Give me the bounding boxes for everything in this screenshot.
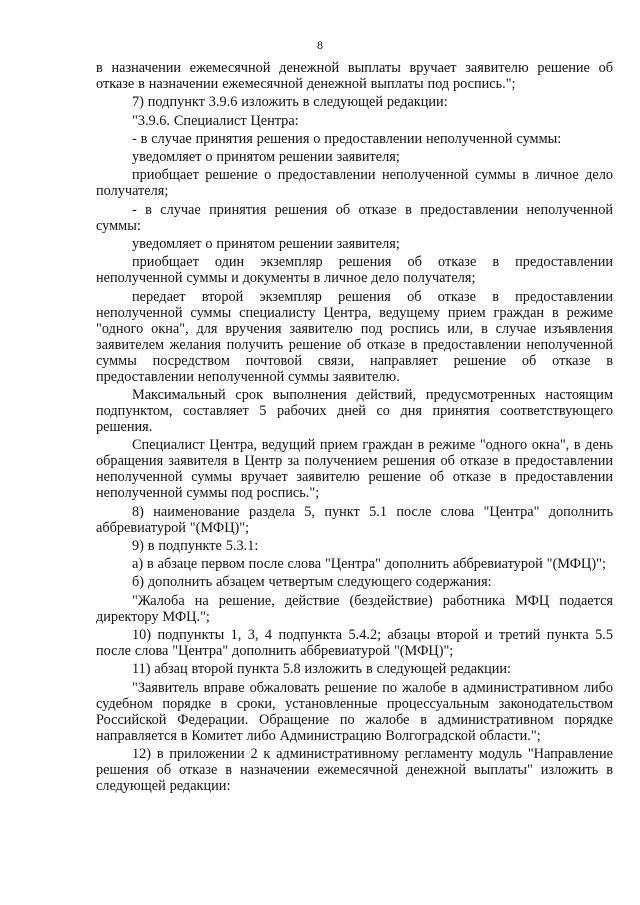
paragraph: "Заявитель вправе обжаловать решение по жалобе в административном либо судебном порядке в сроки, установленные процессуальным законодательством Российской Федерации. Обращение по жалобе в административном порядке направляется в Комитет либо Администрацию Волгоградской области."; bbox=[96, 679, 613, 744]
paragraph: приобщает решение о предоставлении неполученной суммы в личное дело получателя; bbox=[96, 167, 613, 200]
paragraph: - в случае принятия решения об отказе в предоставлении неполученной суммы: bbox=[96, 201, 613, 234]
paragraph: а) в абзаце первом после слова "Центра" дополнить аббревиатурой "(МФЦ)"; bbox=[132, 556, 606, 573]
paragraph: б) дополнить абзацем четвертым следующего содержания: bbox=[132, 574, 492, 591]
paragraph: "Жалоба на решение, действие (бездействие) работника МФЦ подается директору МФЦ."; bbox=[96, 592, 613, 625]
paragraph: 12) в приложении 2 к административному регламенту модуль "Направление решения об отказе в назначении ежемесячной денежной выплаты" изложить в следующей редакции: bbox=[96, 745, 613, 794]
paragraph: передает второй экземпляр решения об отказе в предоставлении неполученной суммы специалисту Центра, ведущему прием граждан в режиме "одного окна", для вручения заявителю под роспись или, в случае изъявления заявителем желания получить решение об отказе в предоставлении неполученной суммы посредством почтовой связи, направляет решение об отказе в предоставлении неполученной суммы заявителю. bbox=[96, 288, 613, 385]
paragraph: "3.9.6. Специалист Центра: bbox=[132, 112, 299, 129]
paragraph: уведомляет о принятом решении заявителя; bbox=[132, 149, 400, 166]
document-body bbox=[96, 60, 613, 796]
paragraph: в назначении ежемесячной денежной выплаты вручает заявителю решение об отказе в назначении ежемесячной денежной выплаты под роспись."; bbox=[96, 60, 613, 92]
page-number: 8 bbox=[317, 38, 323, 52]
paragraph: 11) абзац второй пункта 5.8 изложить в следующей редакции: bbox=[132, 661, 511, 678]
paragraph: Максимальный срок выполнения действий, предусмотренных настоящим подпунктом, составляет 5 рабочих дней со дня принятия соответствующего решения. bbox=[96, 386, 613, 435]
paragraph: приобщает один экземпляр решения об отказе в предоставлении неполученной суммы и документы в личное дело получателя; bbox=[96, 254, 613, 287]
paragraph: 10) подпункты 1, 3, 4 подпункта 5.4.2; абзацы второй и третий пункта 5.5 после слова "Центра" дополнить аббревиатурой "(МФЦ)"; bbox=[96, 627, 613, 660]
paragraph: уведомляет о принятом решении заявителя; bbox=[132, 236, 400, 253]
paragraph: 8) наименование раздела 5, пункт 5.1 после слова "Центра" дополнить аббревиатурой "(МФЦ)"; bbox=[96, 503, 613, 536]
paragraph: 9) в подпункте 5.3.1: bbox=[132, 537, 259, 554]
paragraph: - в случае принятия решения о предоставлении неполученной суммы: bbox=[132, 130, 562, 147]
paragraph: Специалист Центра, ведущий прием граждан в режиме "одного окна", в день обращения заявителя в Центр за получением решения об отказе в предоставлении неполученной суммы вручает заявителю решение об отказе в предоставлении неполученной суммы под роспись."; bbox=[96, 437, 613, 502]
paragraph: 7) подпункт 3.9.6 изложить в следующей редакции: bbox=[132, 94, 448, 111]
